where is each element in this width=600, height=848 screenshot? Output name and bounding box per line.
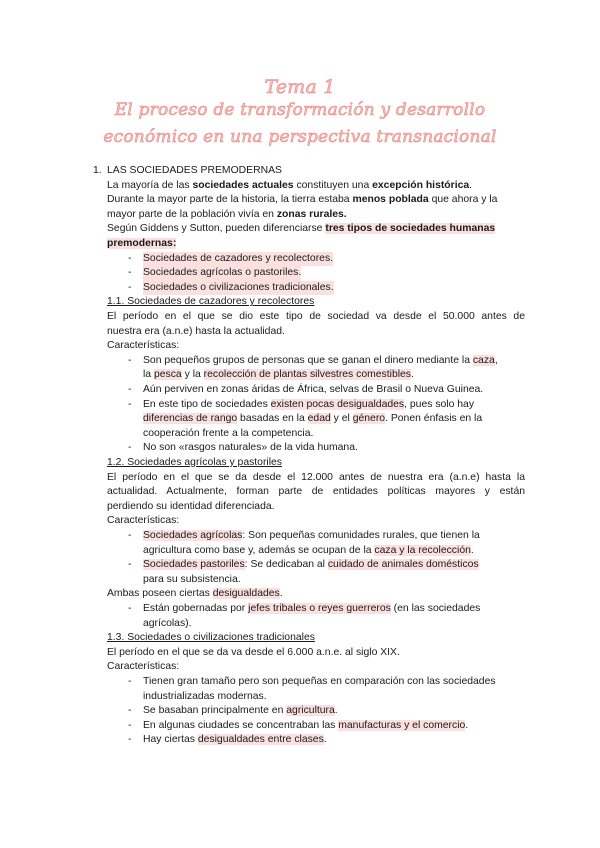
section-1-paragraph-3b: premodernas: bbox=[107, 238, 177, 249]
s12-paragraph: actualidad. Actualmente, forman parte de entidades políticas mayores y están bbox=[107, 486, 525, 498]
s13-characteristics-label: Características: bbox=[107, 661, 180, 673]
s12-characteristics-label: Características: bbox=[107, 515, 180, 527]
s12-paragraph-end: perdiendo su identidad diferenciada. bbox=[107, 500, 275, 512]
subsection-1-1-heading: 1.1. Sociedades de cazadores y recolectores bbox=[107, 296, 315, 308]
list-item-continuation: agrícolas). bbox=[143, 617, 192, 629]
section-1-paragraph-1: La mayoría de las sociedades actuales constituyen una excepción histórica. bbox=[107, 179, 473, 191]
list-item-continuation: industrializadas modernas. bbox=[143, 690, 267, 702]
document-page: Tema 1 El proceso de transformación y desarrollo económico en una perspectiva transnacional 1. LAS SOCIEDADES PREMODERNAS La mayoría de las sociedades actuales constituyen una excepción histórica. Durante la mayor parte de la historia, la tierra estaba menos poblada que ahora y la mayor parte de la población vivía en zonas rurales. Según Giddens y Sutton, pueden diferenciarse tres tipos de sociedades humanas premodernas: - Sociedades de cazadores y recolectores. - Sociedades agrícolas o pastoriles. - Sociedades o civilizaciones tradicionales. 1.1. Sociedades de cazadores y recolectores El período en el que se dio este tipo de sociedad va desde el 50.000 antes de nuestra era (a.n.e) hasta la actualidad. Características: - Son pequeños grupos de personas que se ganan el dinero mediante la caza, la pesca y la recolección de plantas silvestres comestibles. - Aún perviven en zonas áridas de África, selvas de Brasil o Nueva Guinea. - En este tipo de sociedades existen pocas desigualdades, pues solo hay diferencias de rango basadas en la edad y el género. Ponen énfasis en la cooperación frente a la competencia. - No son «rasgos naturales» de la vida humana. 1.2. Sociedades agrícolas y pastoriles El período en el que se da desde el 12.000 antes de nuestra era (a.n.e) hasta la actualidad. Actualmente, forman parte de entidades políticas mayores y están perdiendo su identidad diferenciada. Características: - Sociedades agrícolas: Son pequeñas comunidades rurales, que tienen la agricultura como base y, además se ocupan de la caza y la recolección. - Sociedades pastoriles: Se dedicaban al cuidado de animales domésticos para su subsistencia. Ambas poseen ciertas desigualdades. - Están gobernadas por jefes tribales o reyes guerreros (en las sociedades agrícolas). 1.3. Sociedades o civilizaciones tradicionales El período en el que se da va desde el 6.000 a.n.e. al siglo XIX. Características: - Tienen gran tamaño pero son pequeñas en comparación con las sociedades industrializadas modernas. - Se basaban principalmente en agricultura. - En algunas ciudades se concentraban las manufacturas y el comercio. - Hay ciertas desigualdades entre clases. bbox=[0, 0, 600, 848]
s13-paragraph: El período en el que se da va desde el 6.000 a.n.e. al siglo XIX. bbox=[107, 646, 400, 658]
section-1-paragraph-3: Según Giddens y Sutton, pueden diferenciarse tres tipos de sociedades humanas bbox=[107, 223, 496, 235]
subsection-1-3-heading: 1.3. Sociedades o civilizaciones tradicionales bbox=[107, 632, 315, 644]
list-item-continuation: para su subsistencia. bbox=[143, 573, 241, 585]
title-line-1: El proceso de transformación y desarrollo bbox=[114, 100, 486, 120]
s11-paragraph-end: nuestra era (a.n.e) hasta la actualidad. bbox=[107, 325, 285, 337]
subsection-1-2-heading: 1.2. Sociedades agrícolas y pastoriles bbox=[107, 457, 283, 468]
list-item-continuation: agricultura como base y, además se ocupan de la caza y la recolección. bbox=[143, 544, 474, 556]
list-item-continuation: cooperación frente a la competencia. bbox=[143, 427, 314, 439]
title-line-2: económico en una perspectiva transnacional bbox=[103, 127, 497, 147]
s11-characteristics-label: Características: bbox=[107, 340, 180, 352]
s11-paragraph: El período en el que se dio este tipo de sociedad va desde el 50.000 antes de bbox=[107, 311, 525, 322]
s12-paragraph: El período en el que se da desde el 12.000 antes de nuestra era (a.n.e) hasta la bbox=[107, 471, 525, 483]
s12-both-sentence: Ambas poseen ciertas desigualdades. bbox=[107, 588, 283, 600]
title-topic: Tema 1 bbox=[264, 76, 336, 98]
section-1-paragraph-2: Durante la mayor parte de la historia, la tierra estaba menos poblada que ahora y la bbox=[107, 194, 498, 206]
list-item-continuation: la pesca y la recolección de plantas silvestres comestibles. bbox=[143, 369, 414, 381]
list-item-continuation: diferencias de rango basadas en la edad y el género. Ponen énfasis en la bbox=[143, 413, 483, 425]
section-1-paragraph-2b: mayor parte de la población vivía en zonas rurales. bbox=[107, 208, 347, 220]
